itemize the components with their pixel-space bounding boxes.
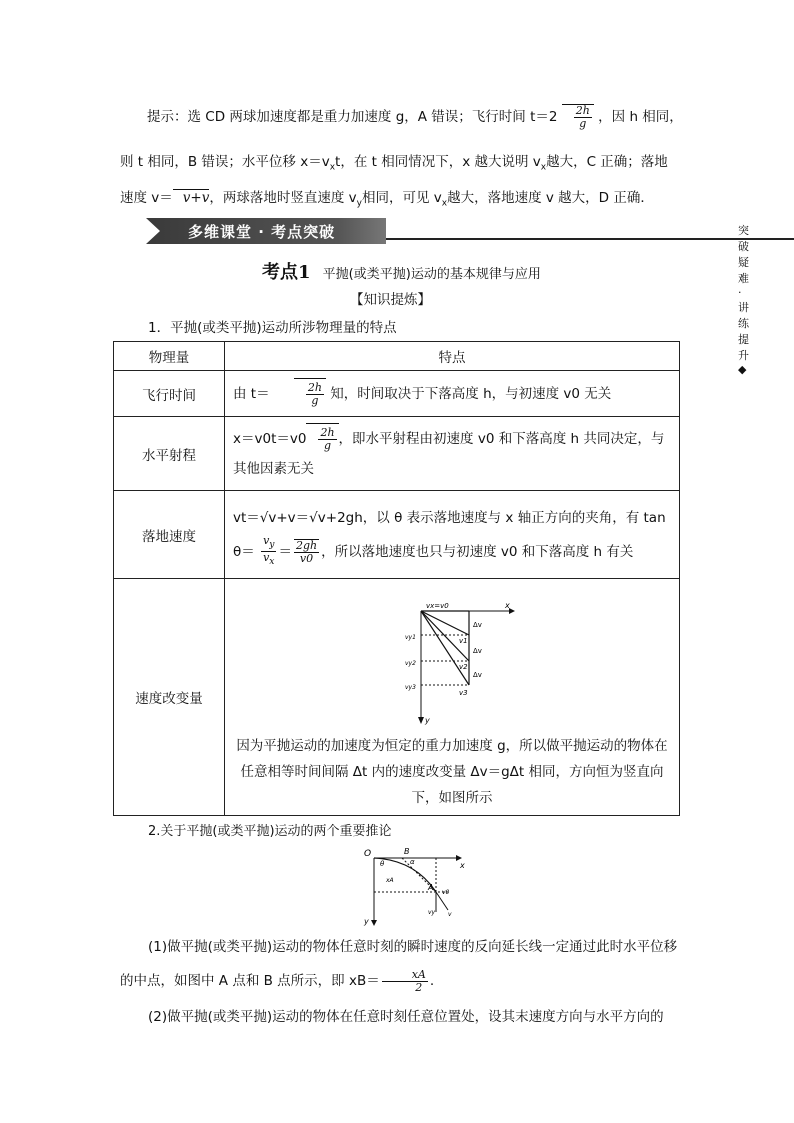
svg-text:O: O: [364, 849, 372, 859]
svg-text:v1: v1: [459, 637, 468, 645]
item-2: 2.关于平抛(或类平抛)运动的两个重要推论: [148, 824, 392, 839]
svg-text:v0: v0: [442, 889, 450, 896]
svg-text:x: x: [460, 861, 465, 870]
table-row: [114, 371, 680, 417]
svg-text:vy3: vy3: [405, 684, 416, 691]
svg-text:α: α: [410, 858, 415, 866]
row-name: 水平射程: [114, 417, 225, 491]
projectile-figure: [360, 842, 465, 927]
row-name: 落地速度: [114, 491, 225, 579]
svg-text:vy1: vy1: [405, 634, 416, 641]
svg-text:vy: vy: [428, 909, 436, 916]
svg-text:x: x: [505, 601, 510, 610]
svg-text:v: v: [448, 911, 452, 918]
velocity-change-figure: [401, 599, 521, 729]
section-heading: 考点1 平抛(或类平抛)运动的基本规律与应用: [262, 262, 541, 283]
svg-text:Δv: Δv: [473, 621, 482, 629]
svg-text:y: y: [425, 716, 430, 725]
sqrt-2h-over-g: $\frac{2h}{g}$: [562, 104, 594, 130]
svg-text:Δv: Δv: [473, 647, 482, 655]
quantity-table: [113, 341, 680, 816]
svg-text:θ: θ: [380, 860, 385, 868]
svg-text:v2: v2: [459, 663, 468, 671]
row-name: 速度改变量: [114, 579, 225, 816]
svg-text:A: A: [428, 883, 434, 892]
row-name: 飞行时间: [114, 371, 225, 417]
svg-text:Δv: Δv: [473, 671, 482, 679]
svg-text:B: B: [404, 847, 410, 856]
hint-line-2: 则 t 相同，B 错误；水平位移 $x=v_xt$，在 t 相同情况下，x 越大说明 $v_x$越大，C 正确；落地: [120, 154, 668, 173]
table-header-row: [114, 342, 680, 371]
svg-text:vx=v0: vx=v0: [426, 602, 449, 610]
row-text: vx=v0 x y Δv Δv Δv vy1 vy2 vy3 v1 v2 v3 因为平抛运动的加速度为恒定的重力加速度 g，所以做平抛运动的物体在任意相等时间间隔 Δt 内的速度改变量 Δv＝gΔt 相同，方向恒为竖直向下，如图所示: [225, 579, 680, 816]
hint-line-3: 速度 v＝ v+v，两球落地时竖直速度 $v_y$相同，可见 $v_x$越大，落地速度 v 越大，D 正确．: [120, 190, 654, 209]
header-feature: 特点: [225, 342, 680, 371]
svg-text:y: y: [364, 917, 369, 926]
table-row: [114, 417, 680, 491]
table-row: [114, 491, 680, 579]
banner-rule: [386, 238, 794, 240]
paragraph-1: (1)做平抛(或类平抛)运动的物体任意时刻的瞬时速度的反向延长线一定通过此时水平位移的中点，如图中 A 点和 B 点所示，即 xB＝ $\frac{xA}{2}$ .: [120, 939, 678, 994]
paragraph-2: (2)做平抛(或类平抛)运动的物体在任意时刻任意位置处，设其末速度方向与水平方向的: [148, 1009, 664, 1025]
svg-text:vy2: vy2: [405, 660, 416, 667]
header-quantity: 物理量: [114, 342, 225, 371]
row-text: vt＝√v+v＝√v+2gh，以 θ 表示落地速度与 x 轴正方向的夹角，有 tan θ＝ $\frac{v_y}{v_x}$ ＝ $\frac{2gh}{v0}$ ，所以落地速度也只与初速度 v0 和下落高度 h 有关: [225, 491, 680, 579]
row-text: x＝v0t＝v0 $\frac{2h}{g}$ ，即水平射程由初速度 v0 和下落高度 h 共同决定，与其他因素无关: [225, 417, 680, 491]
svg-text:xA: xA: [386, 877, 394, 884]
svg-text:v3: v3: [459, 689, 468, 697]
item-1: 1．平抛(或类平抛)运动所涉物理量的特点: [148, 320, 397, 336]
banner-title: 多维课堂 · 考点突破: [188, 223, 336, 241]
table-row: [114, 579, 680, 816]
banner-right-text: 突破疑难 · 讲练提升 ◆: [738, 224, 749, 376]
hint-line-1: 提示：选 CD 两球加速度都是重力加速度 g，A 错误；飞行时间 t＝2 $\frac{2h}{g}$ ，因 h 相同，: [147, 104, 683, 130]
row-text: 由 t＝ $\frac{2h}{g}$ 知，时间取决于下落高度 h，与初速度 v0 无关: [225, 371, 680, 417]
subtitle: 【知识提炼】: [350, 292, 431, 308]
